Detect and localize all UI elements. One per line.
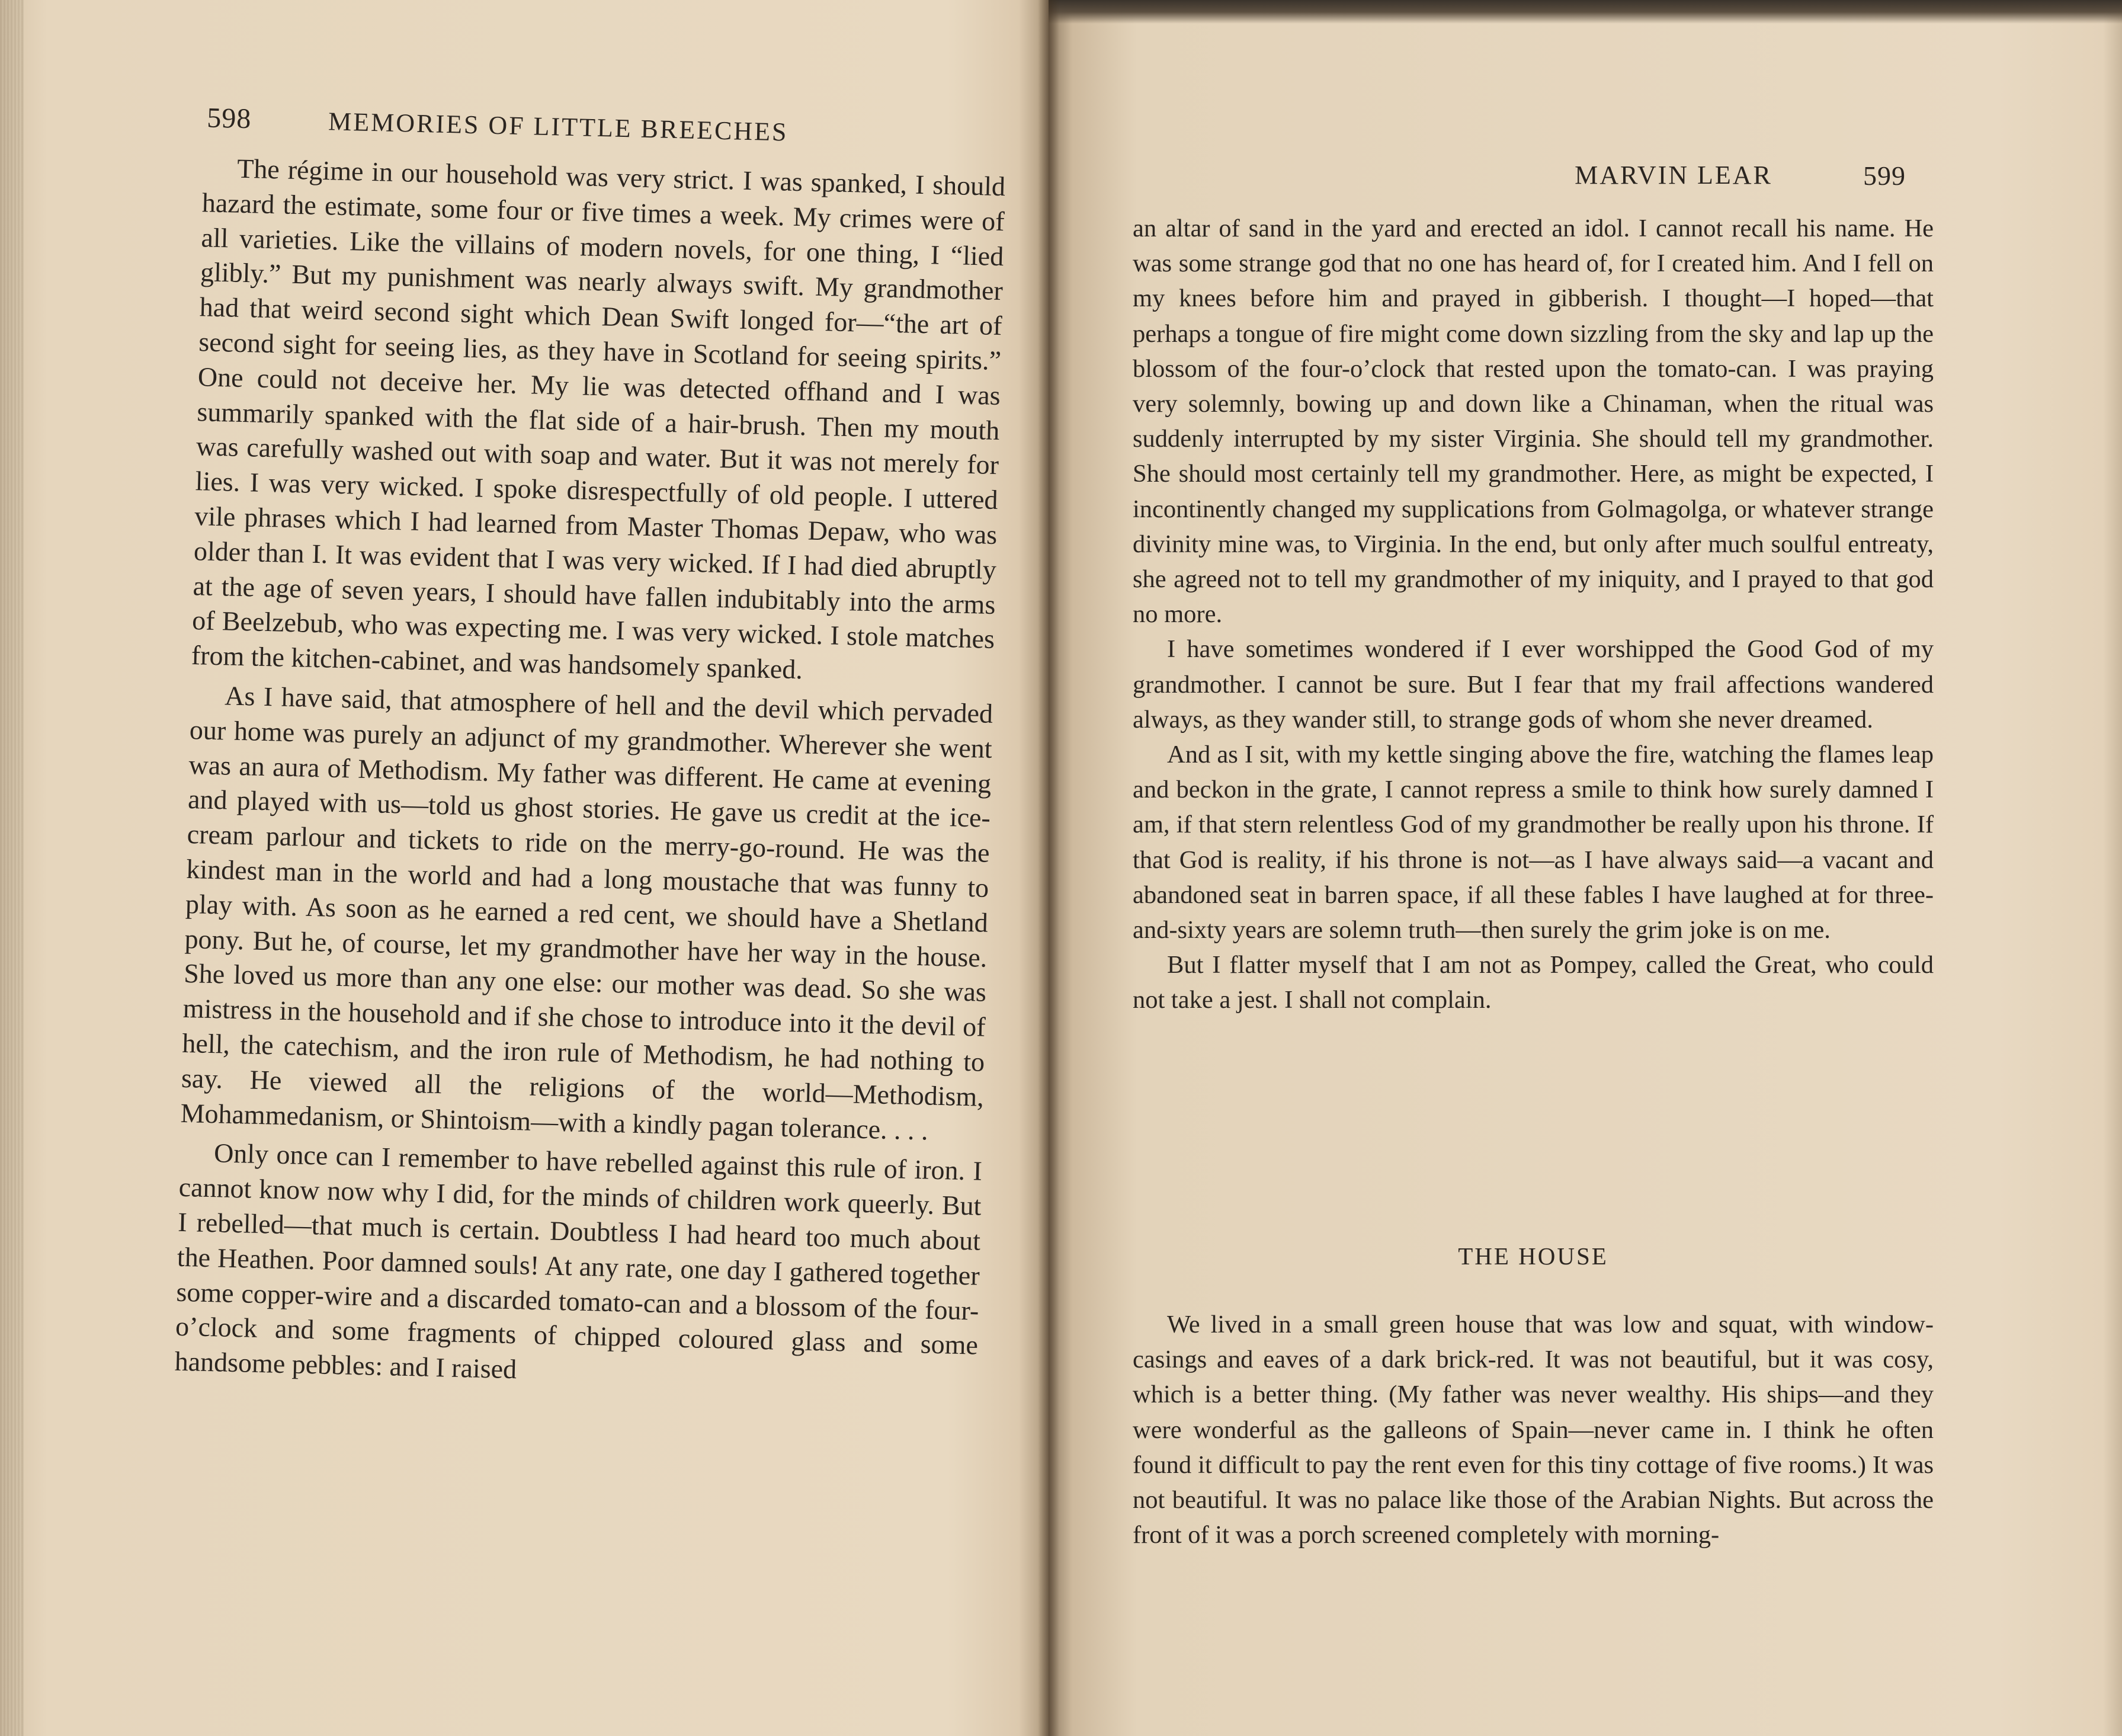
right-running-head: MARVIN LEAR — [1575, 161, 1772, 190]
continuation-paragraph: an altar of sand in the yard and erected an idol. I cannot recall his name. He was some strange god that no one has heard of, for I created him. And I fell on my knees before him and prayed in gibberish. I thought—I hoped—that perhaps a tongue of fire might come down sizzling from the sky and lap up the blossom of the four-o’clock that rested upon the tomato-can. I was praying very solemnly, bowing up and down like a Chinaman, when the ritual was suddenly interrupted by my sister Virginia. She should tell my grandmother. She should most certainly tell my grandmother. Here, as might be expected, I incontinently changed my supplications from Golmagolga, or whatever strange divinity mine was, to Virginia. In the end, but only after much soulful entreaty, she agreed not to tell my grandmother of my iniquity, and I prayed to that god no more. — [1133, 214, 1934, 629]
section-body-text — [1133, 1307, 1934, 1552]
left-body-text — [174, 150, 1005, 1398]
paragraph: Only once can I remember to have rebelled against this rule of iron. I cannot know now why I did, for the minds of children work queerly. But I rebelled—that much is certain. Doubtless I had heard too much about the Heathen. Poor damned souls! At any rate, one day I gathered together some copper-wire and a discarded tomato-can and a blossom of the four-o’clock and some fragments of chipped coloured glass and some handsome pebbles: and I raised — [174, 1138, 983, 1385]
book-gutter — [1038, 0, 1059, 1736]
top-shadow — [1049, 0, 2122, 24]
page-edges — [0, 0, 24, 1736]
paragraph: The régime in our household was very strict. I was spanked, I should hazard the estimate, some four or five times a week. My crimes were of all varieties. Like the villains of modern novels, for one thing, I “lied glibly.” But my punishment was nearly always swift. My grandmother had that weird second sight which Dean Swift longed for—“the art of second sight for seeing lies, as they have in Scotland for seeing spirits.” One could not deceive her. My lie was detected offhand and I was summarily spanked with the flat side of a hair-brush. Then my mouth was carefully washed out with soap and water. But it was not merely for lies. I was very wicked. I spoke disrespectfully of old people. I uttered vile phrases which I had learned from Master Thomas Depaw, who was older than I. It was evident that I was very wicked. If I had died abruptly at the age of seven years, I should have fallen indubitably into the arms of Beelzebub, who was expecting me. I was very wicked. I stole matches from the kitchen-cabinet, and was handsomely spanked. — [191, 153, 1006, 685]
left-page-content — [142, 101, 1012, 1398]
paragraph: I have sometimes wondered if I ever worshipped the Good God of my grandmother. I cannot be sure. But I fear that my frail affections wandered always, as they wander still, to strange gods of whom she never dreamed. — [1133, 635, 1934, 734]
paragraph: But I flatter myself that I am not as Pompey, called the Great, who could not take a jest. I shall not complain. — [1133, 951, 1934, 1014]
section-heading: THE HOUSE — [1458, 1242, 1608, 1270]
right-page-number: 599 — [1863, 161, 1906, 191]
paragraph: We lived in a small green house that was low and squat, with window-casings and eaves of a dark brick-red. It was not beautiful, but it was cosy, which is a better thing. (My father was never wealthy. His ships—and they were wonderful as the galleons of Spain—never came in. I think he often found it difficult to pay the rent even for this tiny cottage of five rooms.) It was not beautiful. It was no palace like those of the Arabian Nights. But across the front of it was a porch screened completely with morning- — [1133, 1311, 1934, 1549]
left-page-number: 598 — [206, 102, 252, 135]
left-running-title: MEMORIES OF LITTLE BREECHES — [328, 107, 789, 147]
paragraph: As I have said, that atmosphere of hell and the devil which pervaded our home was purely an adjunct of my grandmother. Wherever she went was an aura of Methodism. My father was different. He came at evening and played with us—told us ghost stories. He gave us credit at the ice-cream parlour and tickets to ride on the merry-go-round. He was the kindest man in the world and had a long moustache that was funny to play with. As soon as he earned a red cent, we should have a Shetland pony. But he, of course, let my grandmother have her way in the house. She loved us more than any one else: our mother was dead. So she was mistress in the household and if she chose to introduce into it the devil of hell, the catechism, and the iron rule of Methodism, he had nothing to say. He viewed all the religions of the world—Methodism, Mohammedanism, or Shintoism—with a kindly pagan tolerance. . . . — [180, 680, 993, 1146]
right-body-text — [1133, 211, 1934, 1018]
paragraph: And as I sit, with my kettle singing above the fire, watching the flames leap and beckon in the grate, I cannot repress a smile to think how surely damned I am, if that stern relentless God of my grandmother be really upon his throne. If that God is reality, if his throne is not—as I have always said—a vacant and abandoned seat in barren space, if all these fables I have laughed at for three-and-sixty years are solemn truth—then surely the grim joke is on me. — [1133, 741, 1934, 944]
